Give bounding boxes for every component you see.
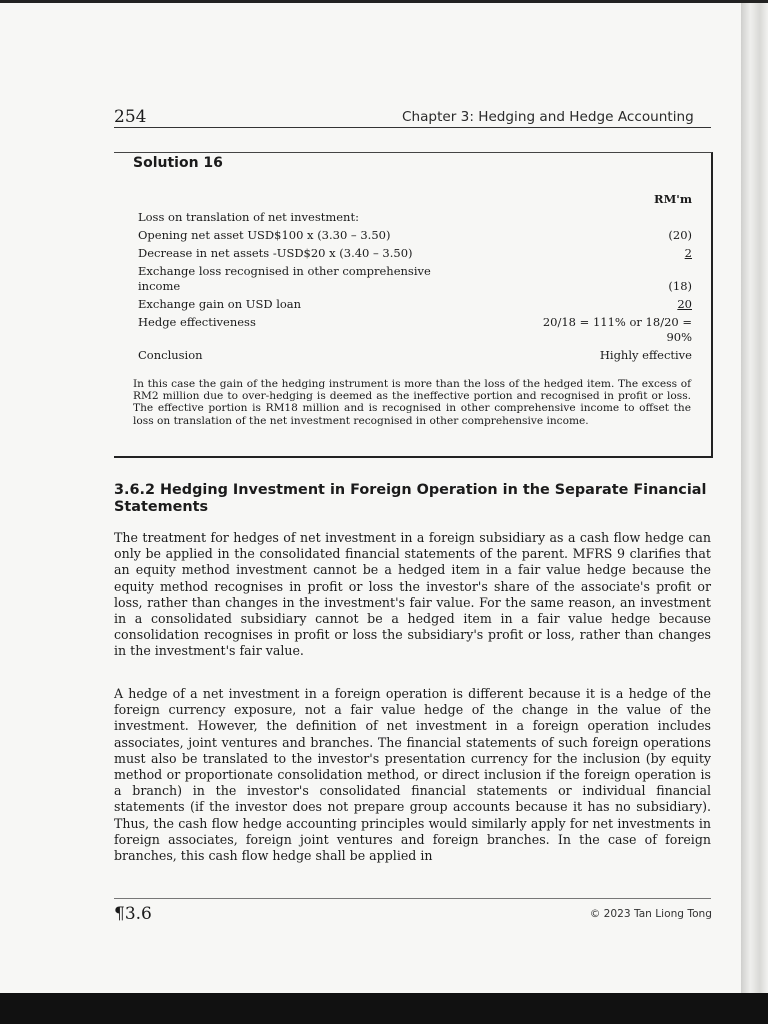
body-paragraph: A hedge of a net investment in a foreign operation is different because it is a hedge of the foreign currency exposure, not a fair value hedge of the change in the value of the investment. However, the definition of net investment in a foreign operation includes associates, joint ventures and branches. The financial statements of such foreign operations must also be translated to the investor's presentation currency for the inclusion (by equity method or proportionate consolidation method, or direct inclusion if the foreign operation is a branch) in the investor's consolidated financial statements or individual financial statements (if the investor does not prepare group accounts because it has no subsidiary). Thus, the cash flow hedge accounting principles would similarly apply for net investments in foreign associates, foreign joint ventures and foreign branches. In the case of foreign branches, this cash flow hedge shall be applied in [114, 686, 711, 864]
solution-row-label: Loss on translation of net investment: [138, 210, 359, 224]
solution-title: Solution 16 [133, 155, 223, 171]
solution-row-value: 20/18 = 111% or 18/20 = [542, 315, 692, 329]
solution-row-value: (18) [668, 279, 692, 293]
solution-row-label: Opening net asset USD$100 x (3.30 – 3.50) [138, 228, 391, 242]
solution-row-value: 90% [666, 330, 692, 344]
unit-label: RM'm [654, 192, 692, 206]
solution-row-label: Exchange gain on USD loan [138, 297, 302, 311]
page-edge-shadow [741, 0, 768, 1024]
footer-copyright: © 2023 Tan Liong Tong [589, 908, 712, 920]
solution-row-value: Highly effective [599, 348, 692, 362]
body-paragraph: The treatment for hedges of net investment in a foreign subsidiary as a cash flow hedge can only be applied in the consolidated financial statements of the parent. MFRS 9 clarifies that an equity method investment cannot be a hedged item in a fair value hedge because the equity method recognises in profit or loss the investor's share of the associate's profit or loss, rather than changes in the investment's fair value. For the same reason, an investment in a consolidated subsidiary cannot be a hedged item in a fair value hedge because consolidation recognises in profit or loss the subsidiary's profit or loss, rather than changes in the investment's fair value. [114, 530, 711, 659]
footer-rule [114, 898, 711, 899]
solution-row-label: Conclusion [138, 348, 203, 362]
page-number: 254 [114, 107, 147, 127]
solution-row-label: Hedge effectiveness [138, 315, 256, 329]
section-heading: 3.6.2 Hedging Investment in Foreign Operation in the Separate Financial Statements [114, 482, 707, 515]
solution-row-value: 2 [684, 246, 692, 260]
scan-bottom-border [0, 993, 768, 1024]
solution-row-value: 20 [677, 297, 692, 311]
chapter-title: Chapter 3: Hedging and Hedge Accounting [402, 109, 694, 125]
solution-explanation: In this case the gain of the hedging instrument is more than the loss of the hedged item. The excess of RM2 million due to over-hedging is deemed as the ineffective portion and recognised in profit or loss. The effective portion is RM18 million and is recognised in other comprehensive income to offset the loss on translation of the net investment recognised in other comprehensive income. [133, 378, 691, 427]
header-rule [114, 127, 711, 128]
solution-row-label: income [138, 279, 181, 293]
top-border-line [0, 0, 768, 3]
footer-section-ref: ¶3.6 [114, 904, 152, 924]
solution-row-value: (20) [668, 228, 692, 242]
solution-row-label: Decrease in net assets -USD$20 x (3.40 – 3.50) [138, 246, 413, 260]
solution-row-label: Exchange loss recognised in other comprehensive [138, 264, 431, 278]
